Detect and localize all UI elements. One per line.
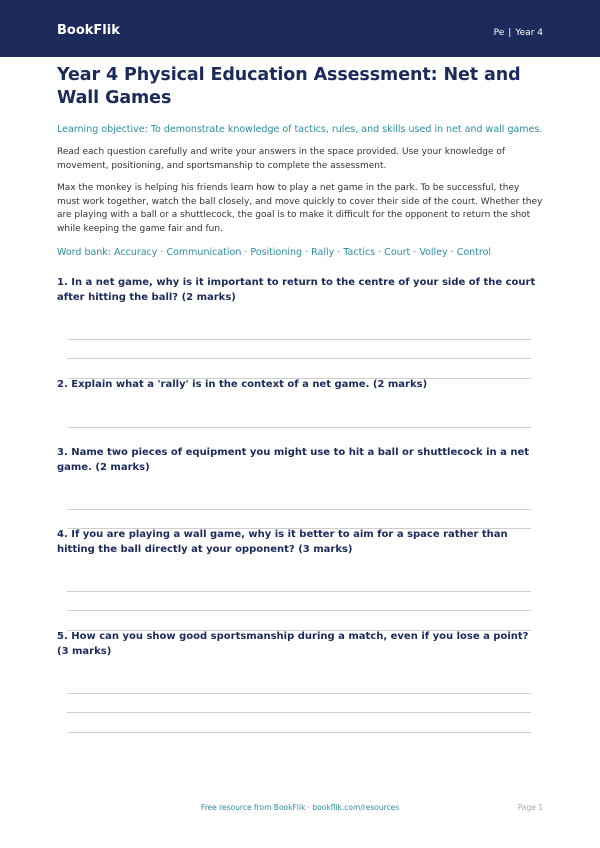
footer-text: Free resource from BookFlik · bookflik.com/resources [200,803,400,812]
learning-objective: Learning objective: To demonstrate knowledge of tactics, rules, and skills used in net and wall games. [57,124,543,135]
header-meta [494,27,543,39]
subject-label: Pe [493,28,505,38]
answer-line[interactable] [67,509,531,510]
word-bank: Word bank: Accuracy · Communication · Positioning · Rally · Tactics · Court · Volley · Control [57,247,492,258]
answer-line[interactable] [67,591,531,592]
intro-paragraph: Max the monkey is helping his friends learn how to play a net game in the park. To be successful, they must work together, watch the ball closely, and move quickly to cover their side of the court. Whether they are playing with a ball or a shuttlecock, the goal is to make it difficult for the opponent to return the shot while keeping the game fair and fun. [57,183,543,234]
answer-line[interactable] [67,712,531,713]
question-2 [57,378,543,430]
question-text: 1. In a net game, why is it important to return to the centre of your side of the court after hitting the ball? (2 marks) [57,277,536,303]
question-4 [57,528,543,618]
page-footer [0,802,600,814]
question-text: 4. If you are playing a wall game, why is it better to aim for a space rather than hitting the ball directly at your opponent? (3 marks) [57,529,508,555]
answer-line[interactable] [67,693,531,694]
brand-logo: BookFlik [57,23,120,38]
answer-line[interactable] [67,339,531,340]
page-header [0,0,600,57]
question-5 [57,630,543,740]
page-number: Page 1 [517,803,543,812]
question-text: 5. How can you show good sportsmanship during a match, even if you lose a point? (3 marks) [57,631,529,657]
question-3 [57,446,543,526]
page-title: Year 4 Physical Education Assessment: Net and Wall Games [57,65,521,108]
answer-line[interactable] [67,427,531,428]
header-separator: | [508,28,512,38]
answer-line[interactable] [67,358,531,359]
intro-section [57,64,543,260]
answer-line[interactable] [67,732,531,733]
question-text: 3. Name two pieces of equipment you might use to hit a ball or shuttlecock in a net game. (2 marks) [57,447,530,473]
instructions-paragraph: Read each question carefully and write your answers in the space provided. Use your knowledge of movement, positioning, and sportsmanship to complete the assessment. [57,147,506,171]
question-1 [57,276,543,371]
year-label: Year 4 [515,28,543,38]
question-text: 2. Explain what a 'rally' is in the context of a net game. (2 marks) [57,379,428,390]
answer-line[interactable] [67,610,531,611]
